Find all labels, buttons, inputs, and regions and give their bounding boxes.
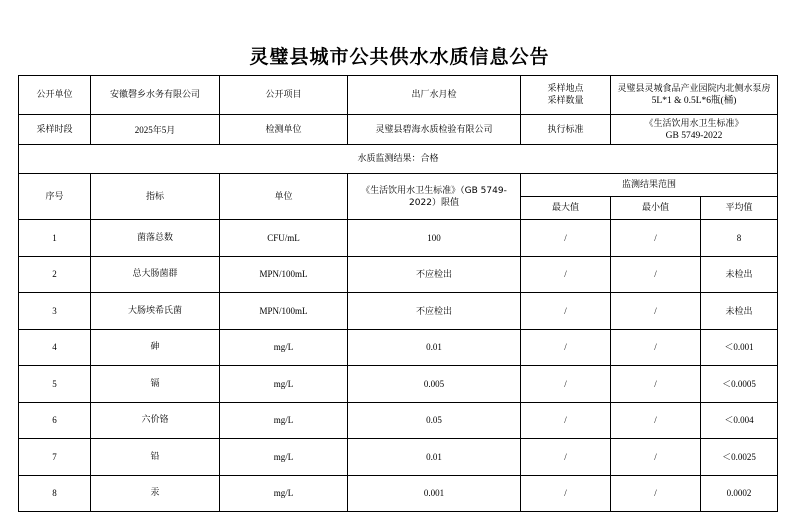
cell-indicator: 汞 [91, 475, 220, 512]
header-unit: 单位 [220, 174, 348, 220]
time-label: 采样时段 [19, 115, 91, 145]
cell-min: / [611, 439, 701, 476]
time-value: 2025年5月 [91, 115, 220, 145]
cell-seq: 4 [19, 329, 91, 366]
cell-avg: 0.0002 [701, 475, 778, 512]
standard-value [611, 115, 778, 145]
cell-unit: mg/L [220, 439, 348, 476]
cell-limit: 不应检出 [348, 293, 521, 330]
cell-unit: mg/L [220, 475, 348, 512]
status-text: 水质监测结果：合格 [19, 145, 778, 174]
cell-max: / [521, 293, 611, 330]
cell-unit: mg/L [220, 329, 348, 366]
info-row-2 [19, 115, 778, 145]
cell-min: / [611, 293, 701, 330]
header-avg: 平均值 [701, 197, 778, 220]
cell-min: / [611, 402, 701, 439]
cell-avg: 未检出 [701, 256, 778, 293]
sampling-value [611, 76, 778, 115]
cell-unit: MPN/100mL [220, 256, 348, 293]
cell-seq: 8 [19, 475, 91, 512]
cell-limit: 100 [348, 220, 521, 257]
cell-limit: 0.05 [348, 402, 521, 439]
sampling-quantity-label: 采样数量 [547, 96, 584, 106]
publisher-value: 安徽磬乡水务有限公司 [91, 76, 220, 115]
cell-indicator: 总大肠菌群 [91, 256, 220, 293]
sampling-location-value: 灵璧县灵城食品产业园院内北侧水泵房 [617, 84, 771, 94]
cell-unit: mg/L [220, 366, 348, 403]
cell-seq: 5 [19, 366, 91, 403]
table-row [19, 293, 778, 330]
cell-max: / [521, 439, 611, 476]
cell-seq: 7 [19, 439, 91, 476]
cell-avg: ＜0.0025 [701, 439, 778, 476]
cell-limit: 0.01 [348, 329, 521, 366]
header-indicator: 指标 [91, 174, 220, 220]
cell-avg: ＜0.001 [701, 329, 778, 366]
cell-unit: mg/L [220, 402, 348, 439]
table-row [19, 220, 778, 257]
page-title: 灵璧县城市公共供水水质信息公告 [249, 46, 550, 68]
cell-max: / [521, 220, 611, 257]
sampling-quantity-value: 5L*1 & 0.5L*6瓶(桶) [651, 96, 737, 106]
cell-max: / [521, 329, 611, 366]
cell-max: / [521, 475, 611, 512]
data-rows [19, 220, 778, 512]
table-row [19, 329, 778, 366]
cell-seq: 2 [19, 256, 91, 293]
cell-max: / [521, 402, 611, 439]
table-row [19, 439, 778, 476]
cell-avg: ＜0.004 [701, 402, 778, 439]
item-label: 公开项目 [220, 76, 348, 115]
table-row [19, 256, 778, 293]
cell-avg: 8 [701, 220, 778, 257]
cell-limit: 不应检出 [348, 256, 521, 293]
standard-code: GB 5749-2022 [665, 130, 723, 141]
cell-min: / [611, 220, 701, 257]
cell-seq: 1 [19, 220, 91, 257]
header-max: 最大值 [521, 197, 611, 220]
info-row-1 [19, 76, 778, 115]
cell-seq: 6 [19, 402, 91, 439]
cell-avg: 未检出 [701, 293, 778, 330]
cell-indicator: 铅 [91, 439, 220, 476]
lab-value: 灵璧县碧海水质检验有限公司 [348, 115, 521, 145]
cell-indicator: 大肠埃希氏菌 [91, 293, 220, 330]
cell-indicator: 砷 [91, 329, 220, 366]
sampling-location-label: 采样地点 [547, 84, 584, 94]
cell-min: / [611, 329, 701, 366]
cell-limit: 0.01 [348, 439, 521, 476]
publisher-label: 公开单位 [19, 76, 91, 115]
cell-indicator: 镉 [91, 366, 220, 403]
cell-limit: 0.005 [348, 366, 521, 403]
cell-unit: CFU/mL [220, 220, 348, 257]
header-row-1 [19, 174, 778, 197]
table-row [19, 366, 778, 403]
cell-unit: MPN/100mL [220, 293, 348, 330]
cell-limit: 0.001 [348, 475, 521, 512]
header-seq: 序号 [19, 174, 91, 220]
header-limit: 《生活饮用水卫生标准》（GB 5749-2022）限值 [348, 174, 521, 220]
standard-name: 《生活饮用水卫生标准》 [644, 118, 744, 129]
standard-label: 执行标准 [521, 115, 611, 145]
item-value: 出厂水月检 [348, 76, 521, 115]
cell-indicator: 六价铬 [91, 402, 220, 439]
cell-max: / [521, 366, 611, 403]
cell-indicator: 菌落总数 [91, 220, 220, 257]
cell-min: / [611, 475, 701, 512]
water-quality-table [18, 75, 778, 512]
cell-min: / [611, 256, 701, 293]
lab-label: 检测单位 [220, 115, 348, 145]
header-range: 监测结果范围 [521, 174, 778, 197]
table-row [19, 475, 778, 512]
cell-min: / [611, 366, 701, 403]
header-min: 最小值 [611, 197, 701, 220]
cell-avg: ＜0.0005 [701, 366, 778, 403]
cell-max: / [521, 256, 611, 293]
table-row [19, 402, 778, 439]
sampling-label [521, 76, 611, 115]
status-row [19, 145, 778, 174]
cell-seq: 3 [19, 293, 91, 330]
